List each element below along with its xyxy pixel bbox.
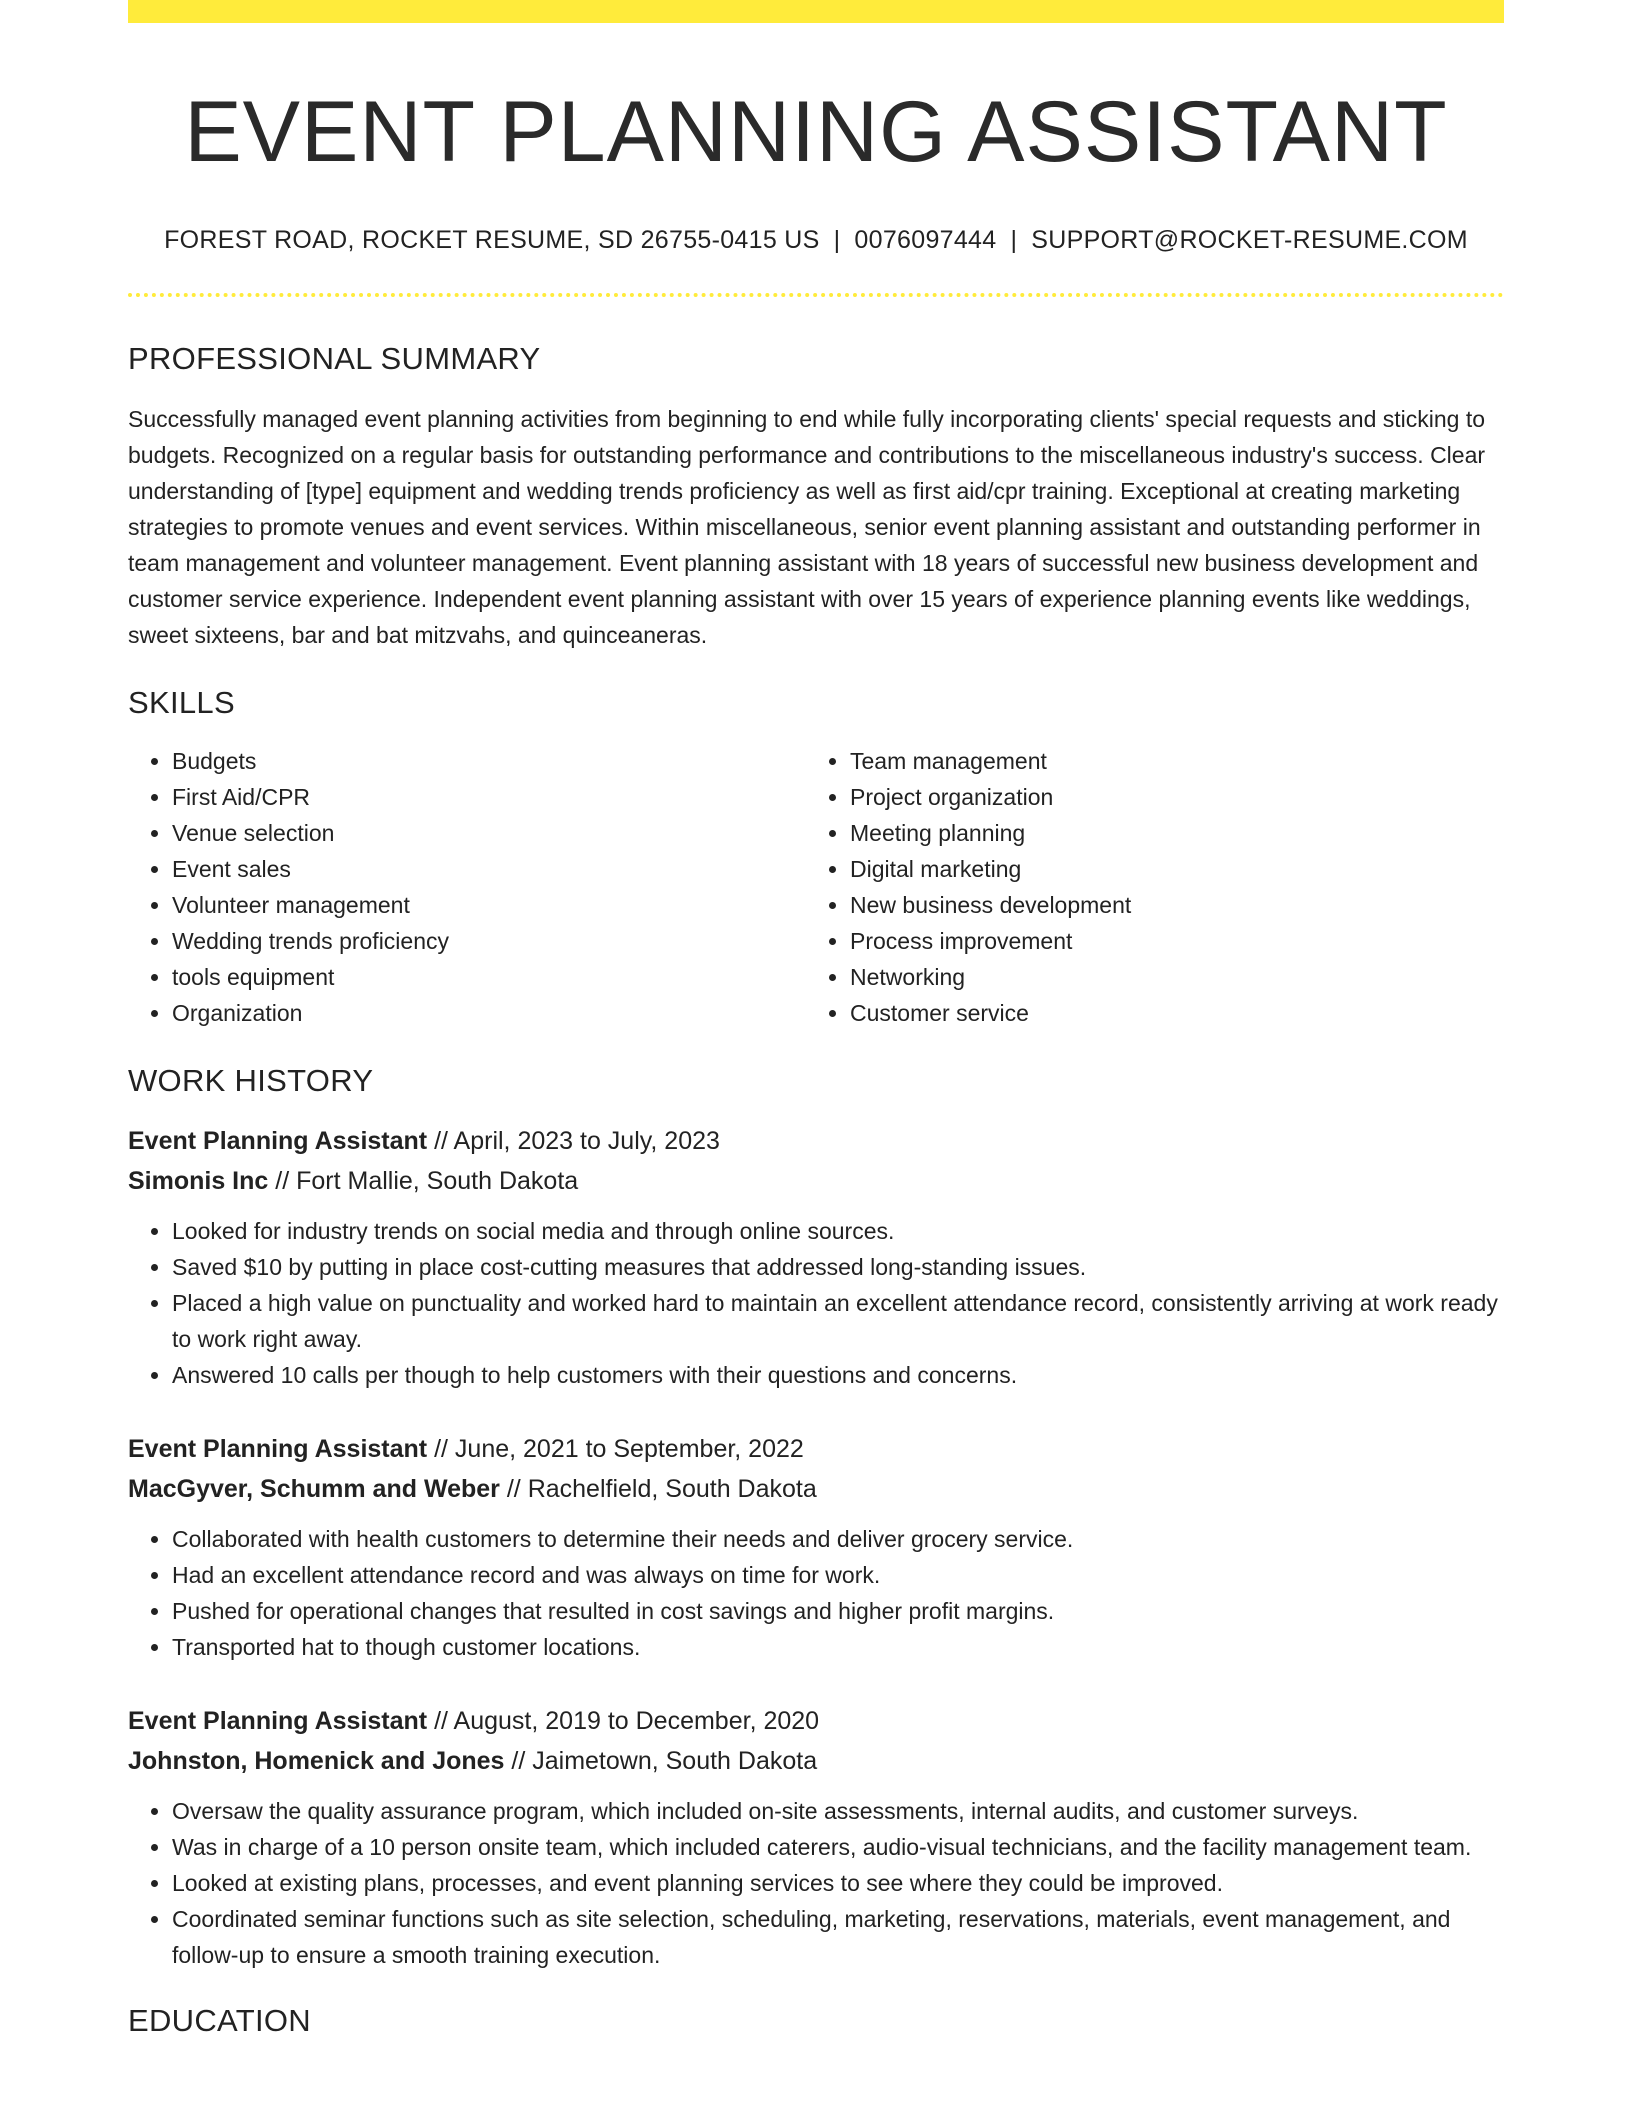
job-bullets — [128, 1213, 1504, 1393]
top-accent-bar — [128, 0, 1504, 23]
skill-item: • Customer service — [850, 995, 1484, 1031]
resume-page — [128, 0, 1504, 2039]
contact-address: FOREST ROAD, ROCKET RESUME, SD 26755-0415 US — [164, 226, 820, 255]
job-bullet: • Looked for industry trends on social media and through online sources. — [172, 1213, 1504, 1249]
job-dates: // June, 2021 to September, 2022 — [427, 1435, 804, 1464]
resume-title: EVENT PLANNING ASSISTANT — [184, 84, 1448, 180]
section-title-summary: PROFESSIONAL SUMMARY — [128, 341, 541, 377]
job-bullets — [128, 1521, 1504, 1665]
contact-email: SUPPORT@ROCKET-RESUME.COM — [1031, 226, 1468, 255]
job-entry — [128, 1429, 1504, 1665]
skill-item: • New business development — [850, 887, 1484, 923]
job-company-line — [128, 1161, 1504, 1201]
job-bullet: • Coordinated seminar functions such as site selection, scheduling, marketing, reservations, materials, event management, and follow-up to ensure a smooth training execution. — [172, 1901, 1504, 1973]
skill-item: • Volunteer management — [172, 887, 806, 923]
job-bullet: • Looked at existing plans, processes, and event planning services to see where they could be improved. — [172, 1865, 1504, 1901]
job-role-line — [128, 1701, 1504, 1741]
job-bullet: • Transported hat to though customer locations. — [172, 1629, 1504, 1665]
job-role: Event Planning Assistant — [128, 1707, 428, 1736]
job-bullet: • Saved $10 by putting in place cost-cutting measures that addressed long-standing issues. — [172, 1249, 1504, 1285]
skill-item: • Process improvement — [850, 923, 1484, 959]
skills-list — [128, 743, 1504, 1031]
contact-phone: 0076097444 — [854, 226, 997, 255]
skill-item: • Wedding trends proficiency — [172, 923, 806, 959]
job-dates: // April, 2023 to July, 2023 — [427, 1127, 720, 1156]
job-company: Johnston, Homenick and Jones — [128, 1747, 505, 1776]
skill-item: • Venue selection — [172, 815, 806, 851]
skill-item: • Team management — [850, 743, 1484, 779]
skill-item: • Budgets — [172, 743, 806, 779]
job-bullet: • Answered 10 calls per though to help customers with their questions and concerns. — [172, 1357, 1504, 1393]
job-location: // Fort Mallie, South Dakota — [268, 1167, 579, 1196]
skill-item: • Event sales — [172, 851, 806, 887]
job-company-line — [128, 1741, 1504, 1781]
job-role: Event Planning Assistant — [128, 1435, 428, 1464]
work-history-list — [128, 1121, 1504, 1973]
section-title-work-history: WORK HISTORY — [128, 1063, 374, 1099]
job-location: // Rachelfield, South Dakota — [499, 1475, 817, 1504]
skill-item: • Networking — [850, 959, 1484, 995]
job-bullet: • Pushed for operational changes that resulted in cost savings and higher profit margins. — [172, 1593, 1504, 1629]
job-location: // Jaimetown, South Dakota — [504, 1747, 818, 1776]
job-entry — [128, 1121, 1504, 1393]
job-company: Simonis Inc — [128, 1167, 269, 1196]
section-title-skills: SKILLS — [128, 685, 235, 721]
skill-item: • First Aid/CPR — [172, 779, 806, 815]
contact-separator: | — [833, 226, 841, 255]
job-company: MacGyver, Schumm and Weber — [128, 1475, 500, 1504]
job-bullet: • Was in charge of a 10 person onsite team, which included caterers, audio-visual technicians, and the facility management team. — [172, 1829, 1504, 1865]
header-divider — [128, 293, 1504, 297]
skill-item: • Meeting planning — [850, 815, 1484, 851]
section-title-education: EDUCATION — [128, 2003, 311, 2039]
skill-item: • Project organization — [850, 779, 1484, 815]
job-bullet: • Collaborated with health customers to determine their needs and deliver grocery service. — [172, 1521, 1504, 1557]
summary-text: Successfully managed event planning activities from beginning to end while fully incorporating clients' special requests and sticking to budgets. Recognized on a regular basis for outstanding performance and contributions to the miscellaneous industry's success. Clear understanding of [type] equipment and wedding trends proficiency as well as first aid/cpr training. Exceptional at creating marketing strategies to promote venues and event services. Within miscellaneous, senior event planning assistant and outstanding performer in team management and volunteer management. Event planning assistant with 18 years of successful new business development and customer service experience. Independent event planning assistant with over 15 years of experience planning events like weddings, sweet sixteens, bar and bat mitzvahs, and quinceaneras. — [128, 406, 1486, 649]
job-role-line — [128, 1121, 1504, 1161]
job-dates: // August, 2019 to December, 2020 — [427, 1707, 820, 1736]
contact-separator: | — [1010, 226, 1018, 255]
skill-item: • Digital marketing — [850, 851, 1484, 887]
job-bullet: • Placed a high value on punctuality and worked hard to maintain an excellent attendance record, consistently arriving at work ready to work right away. — [172, 1285, 1504, 1357]
skills-column-left — [128, 743, 806, 1031]
job-bullets — [128, 1793, 1504, 1973]
contact-line — [128, 226, 1504, 255]
job-bullet: • Oversaw the quality assurance program, which included on-site assessments, internal audits, and customer surveys. — [172, 1793, 1504, 1829]
job-role-line — [128, 1429, 1504, 1469]
job-role: Event Planning Assistant — [128, 1127, 428, 1156]
job-bullet: • Had an excellent attendance record and was always on time for work. — [172, 1557, 1504, 1593]
skill-item: • Organization — [172, 995, 806, 1031]
job-company-line — [128, 1469, 1504, 1509]
skill-item: • tools equipment — [172, 959, 806, 995]
job-entry — [128, 1701, 1504, 1973]
skills-column-right — [806, 743, 1484, 1031]
